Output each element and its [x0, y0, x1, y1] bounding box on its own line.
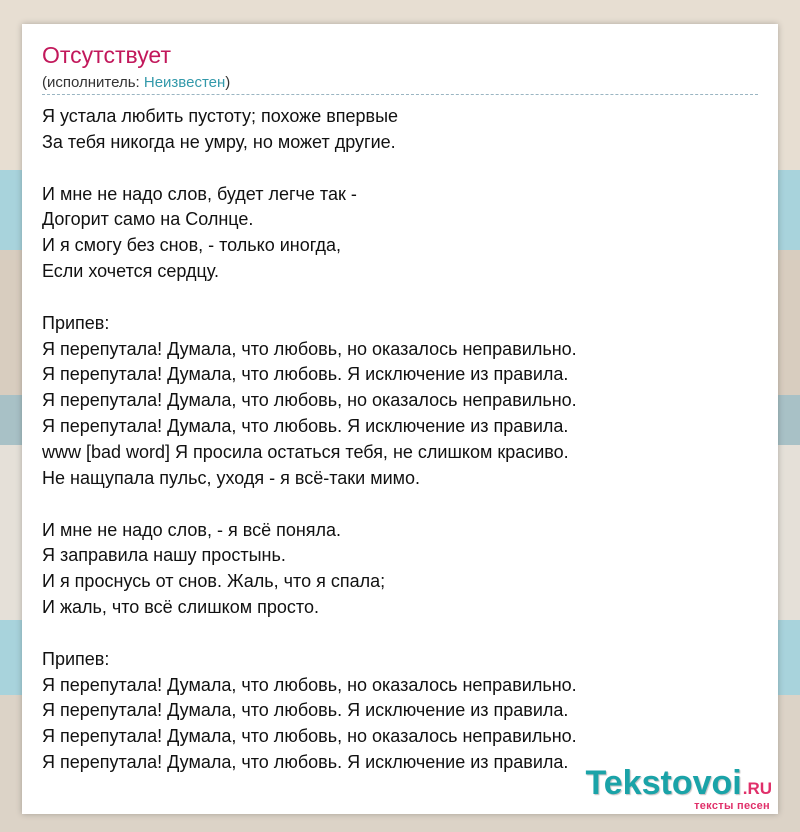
logo-subtitle: тексты песен — [694, 800, 770, 812]
artist-suffix: ) — [225, 74, 231, 91]
lyric-line: www [bad word] Я просила остаться тебя, не слишком красиво. — [42, 441, 569, 462]
lyrics-text — [42, 104, 762, 776]
lyric-line — [42, 156, 762, 182]
lyric-line: Я перепутала! Думала, что любовь. Я исключение из правила. — [42, 364, 569, 385]
lyric-line: Я перепутала! Думала, что любовь, но оказалось неправильно. — [42, 338, 577, 359]
site-logo[interactable] — [586, 764, 772, 803]
song-title: Отсутствует — [42, 42, 171, 68]
artist-line — [42, 74, 230, 91]
lyric-line: Не нащупала пульс, уходя - я всё-таки мимо. — [42, 467, 421, 488]
lyric-line — [42, 285, 762, 311]
logo-tld: .RU — [742, 779, 772, 798]
artist-link[interactable]: Неизвестен — [143, 74, 226, 91]
lyric-line: Догорит само на Солнце. — [42, 209, 254, 230]
lyric-line: И мне не надо слов, - я всё поняла. — [42, 519, 342, 540]
lyric-line: И я смогу без снов, - только иногда, — [42, 235, 342, 256]
lyric-line: Я устала любить пустоту; похоже впервые — [42, 106, 399, 126]
artist-prefix: (исполнитель: — [42, 74, 144, 91]
lyrics-card — [22, 24, 778, 814]
lyric-line: Если хочется сердцу. — [42, 261, 219, 282]
lyric-line: Припев: — [42, 312, 110, 333]
lyric-line: Я перепутала! Думала, что любовь, но оказалось неправильно. — [42, 390, 577, 411]
lyric-line: И жаль, что всё слишком просто. — [42, 597, 319, 618]
lyric-line — [42, 621, 762, 647]
lyric-line: Припев: — [42, 648, 110, 669]
lyric-line: За тебя никогда не умру, но может другие. — [42, 131, 396, 152]
lyric-line: И мне не надо слов, будет легче так - — [42, 183, 357, 204]
lyric-line — [42, 492, 762, 518]
lyric-line: Я перепутала! Думала, что любовь, но оказалось неправильно. — [42, 674, 577, 695]
lyric-line: И я проснусь от снов. Жаль, что я спала; — [42, 571, 386, 592]
lyric-line: Я заправила нашу простынь. — [42, 545, 286, 566]
lyric-line: Я перепутала! Думала, что любовь. Я исключение из правила. — [42, 700, 569, 721]
lyric-line: Я перепутала! Думала, что любовь, но оказалось неправильно. — [42, 726, 577, 747]
divider — [42, 94, 758, 95]
lyric-line: Я перепутала! Думала, что любовь. Я исключение из правила. — [42, 752, 569, 773]
lyric-line: Я перепутала! Думала, что любовь. Я исключение из правила. — [42, 416, 569, 437]
logo-wordmark: Tekstovoi — [585, 764, 742, 802]
